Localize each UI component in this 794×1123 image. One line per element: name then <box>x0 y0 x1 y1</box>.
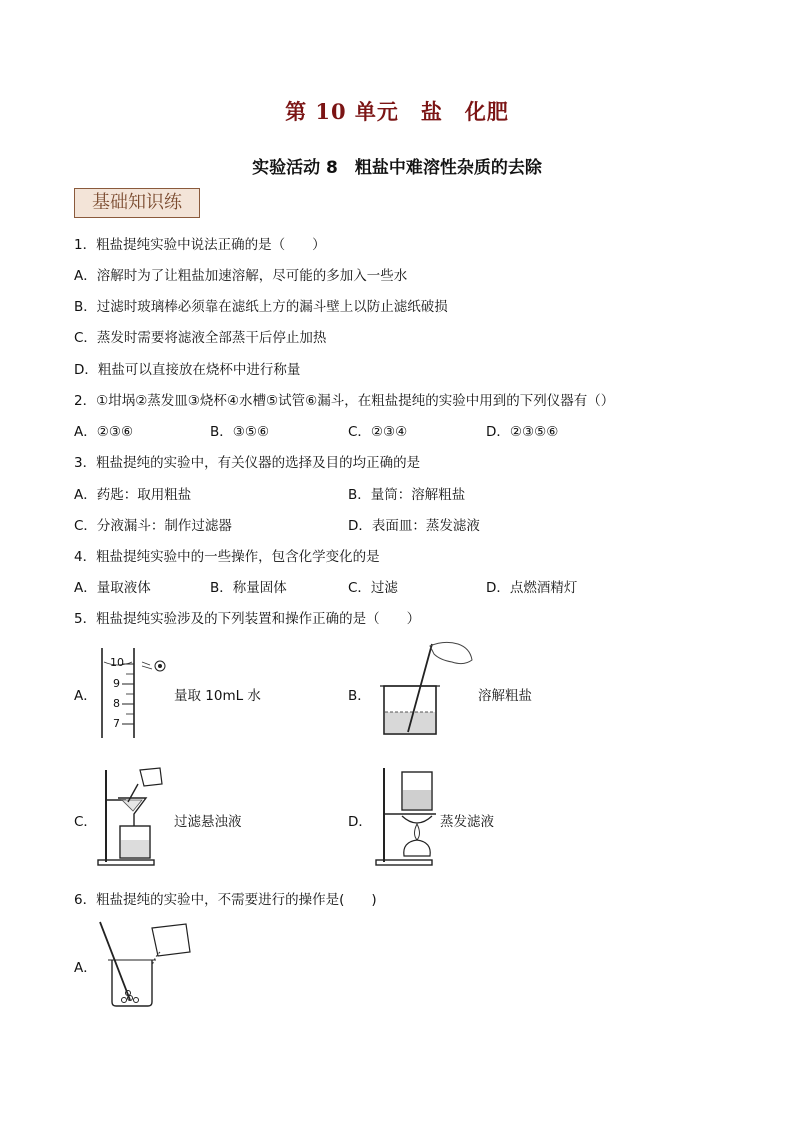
beaker-stirring-figure <box>378 640 478 740</box>
cylinder-tick-8: 8 <box>113 697 120 710</box>
q1-stem: 1．粗盐提纯实验中说法正确的是（ ） <box>74 237 326 253</box>
q5-option-b-caption: 溶解粗盐 <box>478 688 532 704</box>
filtration-figure <box>96 764 176 868</box>
q5-option-c-label: C． <box>74 814 97 830</box>
cylinder-tick-7: 7 <box>113 717 120 730</box>
q3-option-c: C．分液漏斗：制作过滤器 <box>74 518 232 534</box>
q5-option-d-label: D． <box>348 814 372 830</box>
q4-option-c: C．过滤 <box>348 580 398 596</box>
cylinder-tick-9: 9 <box>113 677 120 690</box>
q6-stem: 6．粗盐提纯的实验中，不需要进行的操作是( ) <box>74 892 377 908</box>
q1-option-b: B．过滤时玻璃棒必须靠在滤纸上方的漏斗壁上以防止滤纸破损 <box>74 299 448 315</box>
q2-stem: 2．①坩埚②蒸发皿③烧杯④水槽⑤试管⑥漏斗，在粗盐提纯的实验中用到的下列仪器有（） <box>74 393 615 409</box>
q1-option-d: D．粗盐可以直接放在烧杯中进行称量 <box>74 362 301 378</box>
q5-stem: 5．粗盐提纯实验涉及的下列装置和操作正确的是（ ） <box>74 611 421 627</box>
q4-option-a: A．量取液体 <box>74 580 151 596</box>
cylinder-tick-10: 10 <box>110 656 124 669</box>
q3-option-b: B．量筒：溶解粗盐 <box>348 487 466 503</box>
q3-stem: 3．粗盐提纯的实验中，有关仪器的选择及目的均正确的是 <box>74 455 421 471</box>
q2-option-c: C．②③④ <box>348 424 408 440</box>
q4-option-b: B．称量固体 <box>210 580 287 596</box>
dissolving-figure <box>94 918 204 1010</box>
section-badge: 基础知识练 <box>74 188 200 218</box>
q3-option-d: D．表面皿：蒸发滤液 <box>348 518 480 534</box>
q4-stem: 4．粗盐提纯实验中的一些操作，包含化学变化的是 <box>74 549 380 565</box>
graduated-cylinder-figure <box>96 642 176 742</box>
q5-option-b-label: B． <box>348 688 371 704</box>
q2-option-a: A．②③⑥ <box>74 424 134 440</box>
q5-option-a-label: A． <box>74 688 97 704</box>
activity-title: 实验活动 8 粗盐中难溶性杂质的去除 <box>252 158 542 178</box>
q2-option-b: B．③⑤⑥ <box>210 424 270 440</box>
q4-option-d: D．点燃酒精灯 <box>486 580 578 596</box>
q5-option-a-caption: 量取 10mL 水 <box>174 688 261 704</box>
q3-option-a: A．药匙：取用粗盐 <box>74 487 192 503</box>
q1-option-a: A．溶解时为了让粗盐加速溶解，尽可能的多加入一些水 <box>74 268 408 284</box>
q6-option-a-label: A． <box>74 960 97 976</box>
unit-title: 第 10 单元 盐 化肥 <box>285 99 509 124</box>
q5-option-c-caption: 过滤悬浊液 <box>174 814 242 830</box>
q5-option-d-caption: 蒸发滤液 <box>440 814 494 830</box>
q2-option-d: D．②③⑤⑥ <box>486 424 559 440</box>
q1-option-c: C．蒸发时需要将滤液全部蒸干后停止加热 <box>74 330 327 346</box>
